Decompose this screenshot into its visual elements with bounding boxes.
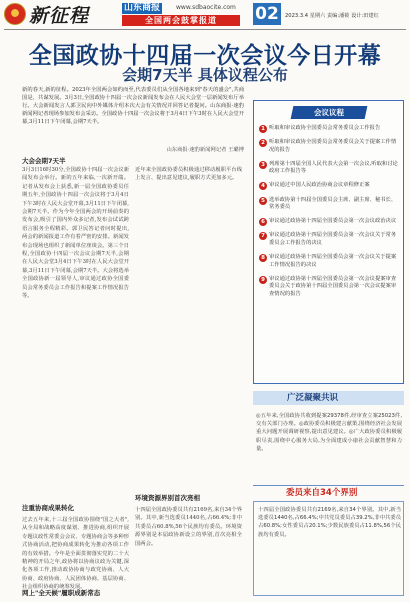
agenda-item	[259, 232, 399, 247]
agenda-item-text: 选举政协第十四届全国委员会主席、副主席、秘书长、常务委员	[269, 196, 397, 211]
cppcc-emblem-icon	[4, 3, 26, 25]
agenda-number-badge: 7	[259, 232, 267, 240]
agenda-item	[259, 125, 399, 133]
section-band: 全国两会鼓掌报道	[122, 15, 240, 26]
agenda-item-text: 审议通过政协第十四届全国委员会第一次会议政治决议	[269, 218, 397, 225]
agenda-item-text: 审议通过政协第十四届全国委员会第一次会议提案审查委员会关于政协第十四届全国委员会第一次会议提案审查情况的报告	[269, 275, 397, 297]
members-title-bar	[253, 485, 404, 499]
section-body-consultation: 过去五年来,十三届全国政协围绕"国之大者",从全局和战略高度谋划、推进协商,组织开展专题议政性常委会会议、专题协商会等多种形式协商活动,把协商成果转化为推动各项工作的有效举措。今年是全面贯彻落实党的二十大精神的开局之年,政协将以协商议政为关键,深化各项工作,推动政协协商与政党协商、人大协商、政府协商、人民团体协商、基层协商、社会组织协商的统筹发展。	[22, 517, 129, 591]
main-headline: 全国政协十四届一次会议今日开幕	[28, 43, 382, 69]
agenda-item	[259, 218, 399, 226]
agenda-item-text: 列席第十四届全国人民代表大会第一次会议,听取和讨论政府工作报告等	[269, 160, 398, 175]
agenda-item	[259, 254, 399, 269]
consensus-title-bar	[253, 391, 404, 405]
agenda-title-text: 会议议程	[314, 108, 344, 117]
consensus-title: 广泛凝聚共识	[287, 393, 339, 403]
section-body-session-length: 3月3日16时30分,全国政协十四届一次会议新闻发布会举行。新的五年来临,一次新开端。记者从发布会上获悉,新一届全国政协委员任期五年,全国政协十四届一次会议将于3月4日下午3时在人民大会堂开幕,3月11日下午闭幕,会期7天半。作为今年全国两会的开场前奏的发布会,吸引了国内外众多记者,发布会试试跨语言服务全程精彩。郭卫民答记者问时提出,两会的新闻报道工作有着严密的安排。新闻发布会现场也组织了新闻单位座谈会。第三个日程,全国政协十四届一次会议会期7天半,会期在人民大会堂3月4日下午3时在人民大会堂开幕,3月11日下午闭幕,会期7天半。大会将选举全国政协新一届领导人,审议通过政协全国委员会常务委员会工作报告和提案工作情况报告等。	[22, 167, 129, 300]
sub-headline: 会期7天半 具体议程公布	[122, 66, 288, 84]
agenda-list	[259, 125, 399, 305]
paper-url: www.sdbaocite.com	[176, 4, 236, 11]
consensus-body: ◎五年来,全国政协共收到提案29378件,经审查立案25023件,交有关部门办理。◎政协委员积极建言献策,围绕经济社会发展重大问题开展调研视察,提出意见建议。◎广大政协委员积极履职尽责,围绕中心服务大局,为全面建成小康社会贡献智慧和力量。	[256, 413, 402, 452]
agenda-number-badge: 8	[259, 254, 267, 262]
agenda-item	[259, 139, 399, 154]
members-box	[253, 501, 404, 596]
agenda-number-badge: 2	[259, 139, 267, 147]
agenda-box	[253, 100, 404, 384]
agenda-number-badge: 1	[259, 125, 267, 133]
agenda-number-badge: 9	[259, 276, 267, 284]
section-title-consultation: 注重协商成果转化	[22, 504, 74, 512]
agenda-item	[259, 182, 399, 190]
header-divider	[4, 29, 406, 30]
members-title: 委员来自34个界别	[286, 488, 358, 498]
agenda-number-badge: 4	[259, 182, 267, 190]
agenda-item	[259, 161, 399, 176]
brand-title: 新征程	[29, 5, 90, 27]
paper-name: 山东商报	[124, 3, 161, 13]
agenda-item-text: 审议通过中国人民政治协商会议章程修正案	[269, 182, 370, 189]
section-title-environment: 环境资源界别首次亮相	[135, 494, 200, 502]
agenda-number-badge: 3	[259, 161, 267, 169]
section-title-online-duty: 网上"全天候"履职成新常态	[22, 589, 101, 597]
section-title-session-length: 大会会期7天半	[22, 157, 66, 165]
section-body-environment: 十四届全国政协委员共有2169名,来自34个界别。其中,新当选委员1440名,占66.4%;非中共委员占60.8%,56个民族均有委员。环境资源界别是本届政协新设立的界别,首次亮相全国两会。	[135, 507, 242, 547]
lead-paragraph: 新的春天,新的征程。2023年全国两会如约而至,代表委员们从全国各地来到"春天的盛会",共商国是、共谋发展。3月3日,全国政协十四届一次会议新闻发布会在人民大会堂一层新闻发布厅举行。大会新闻发言人郭卫民向中外媒体介绍本次大会有关情况并回答记者提问。山东商报·速豹新闻网记者现场参加发布会采访。全国政协十四届一次会议将于3月4日下午3时在人民大会堂开幕,3月11日下午闭幕,会期7天半。	[22, 87, 244, 125]
agenda-item-text: 审议通过政协第十四届全国委员会第一次会议关于提案工作情况报告的决议	[269, 254, 397, 268]
byline: 山东商报·速豹新闻网记者 王璐博	[166, 147, 244, 153]
issue-info: 2023.3.4 星期六 责编:潘筱 设计:田建红	[285, 13, 379, 19]
agenda-item-text: 听取和审议政协全国委员会常务委员会工作报告	[269, 125, 381, 131]
paper-logo	[122, 3, 240, 27]
agenda-item	[259, 276, 399, 299]
masthead	[0, 0, 410, 30]
page-number: 02	[253, 3, 281, 25]
section-body-online-duty: 近年来全国政协委员积极通过移动履职平台线上发言、提出意见建议,履职方式更加多元。	[135, 167, 242, 182]
agenda-item	[259, 197, 399, 212]
agenda-item-text: 听取和审议政协全国委员会常务委员会关于提案工作情况的报告	[269, 139, 397, 153]
agenda-number-badge: 6	[259, 218, 267, 226]
agenda-item-text: 审议通过政协第十四届全国委员会第一次会议关于常务委员会工作报告的决议	[269, 232, 397, 246]
members-body: 十四届全国政协委员共有2169名,来自34个界别。其中,新当选委员1440名,占66.4%;中共党员委员占39.2%,非中共委员占60.8%;女性委员占20.1%;少数民族委员占11.8%,56个民族均有委员。	[258, 507, 401, 538]
agenda-number-badge: 5	[259, 197, 267, 205]
agenda-title	[291, 106, 368, 119]
